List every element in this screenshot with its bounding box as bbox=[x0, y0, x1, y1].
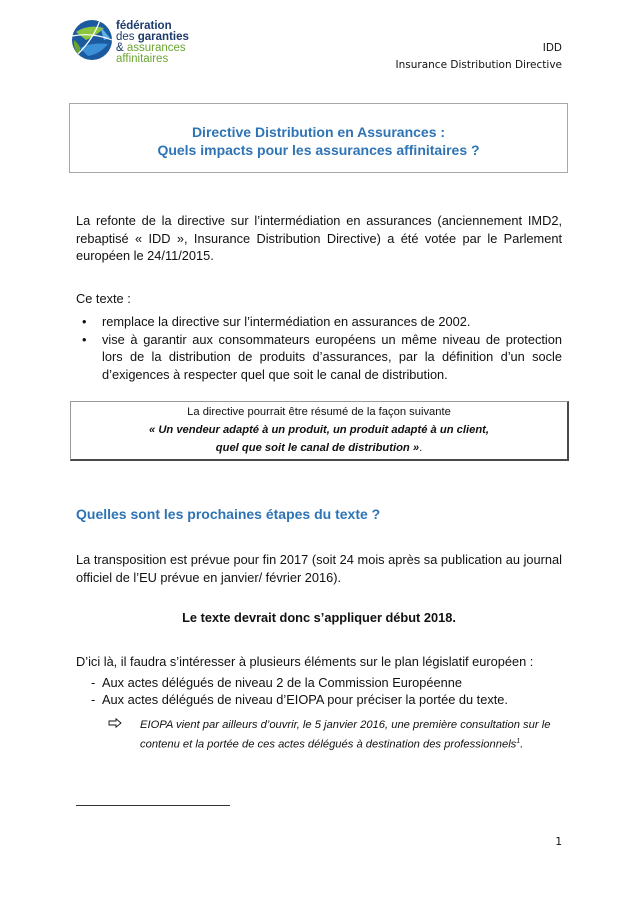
logo-wordmark bbox=[116, 21, 189, 65]
dash-item bbox=[76, 691, 562, 708]
quote-line-2 bbox=[71, 439, 567, 457]
dash-text: Aux actes délégués de niveau 2 de la Commission Européenne bbox=[102, 675, 462, 690]
dash-text: Aux actes délégués de niveau d’EIOPA pour préciser la portée du texte. bbox=[102, 692, 508, 707]
conclusion-text: Le texte devrait donc s’appliquer début 2018. bbox=[182, 610, 456, 625]
header-subtitle: Insurance Distribution Directive bbox=[395, 59, 562, 71]
bullet-list bbox=[76, 313, 562, 383]
page-number: 1 bbox=[555, 836, 562, 848]
dash-icon: - bbox=[91, 692, 96, 707]
eiopa-note-text bbox=[108, 718, 564, 753]
ce-texte-label: Ce texte : bbox=[76, 291, 131, 306]
title-line-2: Quels impacts pour les assurances affinitaires ? bbox=[157, 142, 480, 158]
logo-ampersand: & bbox=[116, 42, 127, 54]
dici-paragraph: D’ici là, il faudra s’intéresser à plusieurs éléments sur le plan législatif européen : bbox=[76, 654, 534, 669]
eiopa-note bbox=[108, 718, 564, 753]
quote-line-1: « Un vendeur adapté à un produit, un produit adapté à un client, bbox=[148, 424, 489, 436]
bullet-text: vise à garantir aux consommateurs européens un même niveau de protection lors de la distribution de produits d’assurances, par la définition d’un socle d’exigences à respecter quel que soit le canal de distribution. bbox=[102, 331, 562, 382]
intro-paragraph: La refonte de la directive sur l’intermédiation en assurances (anciennement IMD2, rebaptisé « IDD », Insurance Distribution Directive) a été votée par le Parlement européen le 24/11/2015. bbox=[76, 213, 562, 263]
bullet-icon: • bbox=[82, 331, 87, 347]
logo bbox=[70, 18, 220, 78]
title-line-1: Directive Distribution en Assurances : bbox=[191, 124, 446, 140]
bullet-icon: • bbox=[82, 314, 87, 329]
logo-line-2a: des bbox=[116, 31, 138, 43]
footnote-ref[interactable]: 1 bbox=[516, 737, 521, 745]
quote-intro: La directive pourrait être résumé de la façon suivante bbox=[187, 406, 451, 418]
bullet-text: remplace la directive sur l’intermédiation en assurances de 2002. bbox=[102, 314, 471, 329]
transposition-paragraph: La transposition est prévue pour fin 2017 (soit 24 mois après sa publication au journal officiel de l’EU prévue en janvier/ février 2016). bbox=[76, 552, 562, 585]
eiopa-note-end: . bbox=[520, 738, 524, 751]
quote-box bbox=[70, 401, 569, 461]
bullet-item bbox=[76, 313, 562, 331]
eiopa-note-body: EIOPA vient par ailleurs d’ouvrir, le 5 janvier 2016, une première consultation sur le contenu et la portée de ces actes délégués à destination des professionnels bbox=[140, 719, 551, 751]
page-header bbox=[396, 40, 562, 74]
logo-line-1: fédération bbox=[116, 20, 172, 32]
logo-line-3-text: assurances bbox=[126, 42, 186, 54]
quote-line-2-tail: . bbox=[419, 442, 423, 454]
hollow-arrow-right-icon bbox=[108, 718, 122, 734]
dash-list bbox=[76, 674, 562, 708]
footnote-separator bbox=[76, 805, 230, 806]
globe-logo-icon bbox=[70, 18, 114, 62]
title-box bbox=[69, 103, 568, 173]
dash-icon: - bbox=[91, 675, 96, 690]
header-idd: IDD bbox=[542, 42, 562, 54]
logo-line-4: affinitaires bbox=[116, 53, 169, 65]
section-heading: Quelles sont les prochaines étapes du texte ? bbox=[76, 506, 381, 522]
logo-line-2b: garanties bbox=[137, 31, 189, 43]
dash-item bbox=[76, 674, 562, 691]
quote-line-2-text: quel que soit le canal de distribution » bbox=[215, 442, 420, 454]
bullet-item bbox=[76, 331, 562, 384]
